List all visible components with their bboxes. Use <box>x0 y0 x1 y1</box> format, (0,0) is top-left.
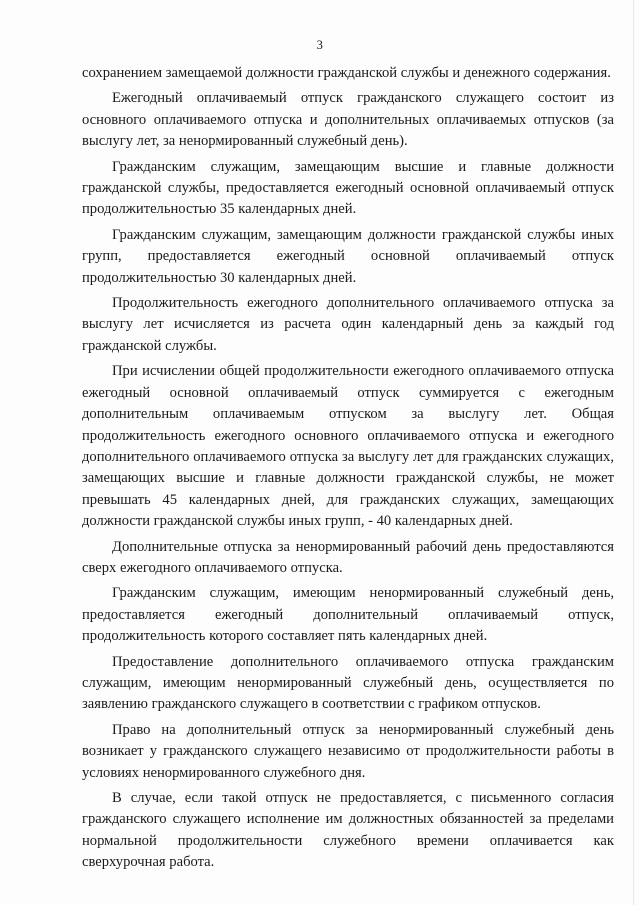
page-number: 3 <box>316 38 324 52</box>
paragraph: В случае, если такой отпуск не предоставляется, с письменного согласия гражданского служащего исполнение им должностных обязанностей за пределами нормальной продолжительности служебного времени оплачивается как сверхурочная работа. <box>82 790 614 871</box>
paragraph: Гражданским служащим, замещающим высшие и главные должности гражданской службы, предоставляется ежегодный основной оплачиваемый отпуск продолжительностью 35 календарных дней. <box>82 158 614 218</box>
paragraph: При исчислении общей продолжительности ежегодного оплачиваемого отпуска ежегодный основной оплачиваемый отпуск суммируется с ежегодным дополнительным оплачиваемым отпуском за выслугу лет. Общая продолжительность ежегодного основного оплачиваемого отпуска и ежегодного дополнительного оплачиваемого отпуска за выслугу лет для гражданских служащих, замещающих высшие и главные должности гражданской службы, не может превышать 45 календарных дней, для гражданских служащих, замещающих должности гражданской службы иных групп, - 40 календарных дней. <box>82 363 614 530</box>
paragraph: Гражданским служащим, замещающим должности гражданской службы иных групп, предоставляется ежегодный основной оплачиваемый отпуск продолжительностью 30 календарных дней. <box>82 226 614 286</box>
paragraph: Дополнительные отпуска за ненормированный рабочий день предоставляются сверх ежегодного оплачиваемого отпуска. <box>82 538 614 576</box>
paragraph: Предоставление дополнительного оплачиваемого отпуска гражданским служащим, имеющим ненормированный служебный день, осуществляется по заявлению гражданского служащего в соответствии с графиком отпусков. <box>82 653 614 713</box>
scan-edge-divider <box>633 0 634 905</box>
paragraph: Право на дополнительный отпуск за ненормированный служебный день возникает у гражданского служащего независимо от продолжительности работы в условиях ненормированного служебного дня. <box>82 721 614 781</box>
document-body <box>82 63 614 878</box>
paragraph-continuation: сохранением замещаемой должности гражданской службы и денежного содержания. <box>82 65 611 81</box>
paragraph: Гражданским служащим, имеющим ненормированный служебный день, предоставляется ежегодный дополнительный оплачиваемый отпуск, продолжительность которого составляет пять календарных дней. <box>82 585 614 645</box>
paragraph: Продолжительность ежегодного дополнительного оплачиваемого отпуска за выслугу лет исчисляется из расчета один календарный день за каждый год гражданской службы. <box>82 295 614 354</box>
paragraph: Ежегодный оплачиваемый отпуск гражданского служащего состоит из основного оплачиваемого отпуска и дополнительных оплачиваемых отпусков (за выслугу лет, за ненормированный служебный день). <box>82 90 614 150</box>
